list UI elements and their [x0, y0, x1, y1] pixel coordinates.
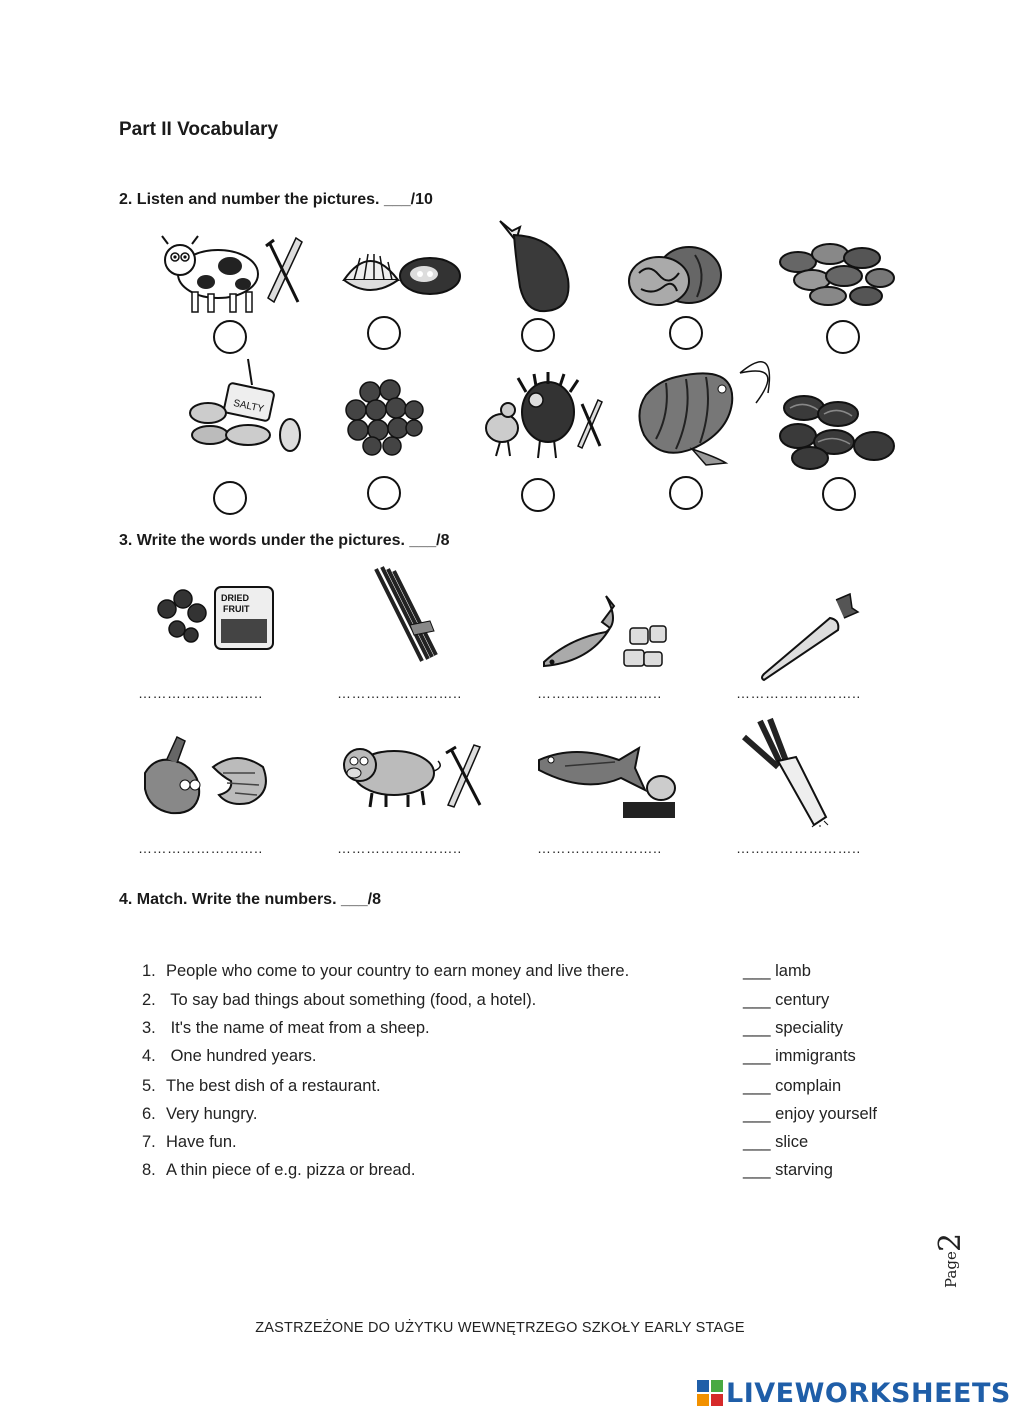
- svg-text:FRUIT: FRUIT: [223, 604, 250, 614]
- match-number: 4.: [142, 1047, 156, 1065]
- match-definition: To say bad things about something (food, a hotel).: [166, 991, 537, 1009]
- liveworksheets-logo-icon: [697, 1380, 723, 1406]
- match-answer[interactable]: ___ speciality: [743, 1019, 843, 1037]
- match-definition: It's the name of meat from a sheep.: [166, 1019, 430, 1037]
- match-answer[interactable]: ___ lamb: [743, 962, 811, 980]
- match-number: 1.: [142, 962, 156, 980]
- answer-circle-1[interactable]: [213, 320, 247, 354]
- tuna-picture: [535, 740, 680, 820]
- match-row: [142, 1077, 902, 1096]
- match-row: [142, 1019, 902, 1038]
- write-blank-6[interactable]: ……………………..: [337, 840, 462, 856]
- blackberry-picture: [342, 376, 426, 456]
- match-answer[interactable]: ___ immigrants: [743, 1047, 856, 1065]
- answer-circle-2[interactable]: [367, 316, 401, 350]
- dried-fruit-picture: [153, 585, 278, 653]
- match-number: 5.: [142, 1077, 156, 1095]
- liveworksheets-brand[interactable]: [697, 1378, 1011, 1408]
- svg-text:SALTY: SALTY: [232, 397, 265, 416]
- match-row: [142, 1105, 902, 1124]
- match-row: [142, 991, 902, 1010]
- match-number: 7.: [142, 1133, 156, 1151]
- match-definition: People who come to your country to earn money and live there.: [166, 962, 630, 980]
- match-row: [142, 1133, 902, 1152]
- turkey-with-cutlery-picture: [482, 372, 607, 462]
- page-number: [933, 1226, 968, 1296]
- svg-text:DRIED: DRIED: [221, 593, 250, 603]
- almonds-picture: [778, 238, 898, 308]
- asparagus-picture: [370, 565, 450, 665]
- match-answer[interactable]: ___ complain: [743, 1077, 842, 1095]
- brand-text: LIVEWORKSHEETS: [726, 1377, 1011, 1409]
- page-label: Page: [942, 1251, 960, 1288]
- answer-circle-9[interactable]: [669, 476, 703, 510]
- answer-circle-7[interactable]: [367, 476, 401, 510]
- eggplant-picture: [490, 217, 575, 312]
- write-blank-2[interactable]: ……………………..: [337, 685, 462, 701]
- write-blank-8[interactable]: ……………………..: [736, 840, 861, 856]
- dates-picture: [778, 392, 900, 472]
- answer-circle-3[interactable]: [521, 318, 555, 352]
- pig-with-cutlery-picture: [340, 737, 488, 812]
- answer-circle-8[interactable]: [521, 478, 555, 512]
- clams-picture: [340, 250, 465, 300]
- exercise-4-title: 4. Match. Write the numbers. ___/8: [119, 891, 382, 908]
- page-number-digit: 2: [933, 1232, 968, 1252]
- match-number: 3.: [142, 1019, 156, 1037]
- match-row: [142, 962, 902, 981]
- write-blank-3[interactable]: ……………………..: [537, 685, 662, 701]
- write-blank-5[interactable]: ……………………..: [138, 840, 263, 856]
- write-blank-1[interactable]: ……………………..: [138, 685, 263, 701]
- match-answer[interactable]: ___ slice: [743, 1133, 809, 1151]
- match-number: 2.: [142, 991, 156, 1009]
- match-number: 6.: [142, 1105, 156, 1123]
- cow-with-cutlery-picture: [158, 226, 308, 316]
- exercise-3-title: 3. Write the words under the pictures. ___/8: [119, 532, 450, 549]
- match-definition: The best dish of a restaurant.: [166, 1077, 381, 1095]
- match-row: [142, 1161, 902, 1180]
- match-answer[interactable]: ___ enjoy yourself: [743, 1105, 877, 1123]
- exercise-2-title: 2. Listen and number the pictures. ___/10: [119, 191, 433, 208]
- answer-circle-6[interactable]: [213, 481, 247, 515]
- answer-circle-4[interactable]: [669, 316, 703, 350]
- match-answer[interactable]: ___ century: [743, 991, 830, 1009]
- match-row: [142, 1047, 902, 1066]
- leek-picture: [740, 717, 835, 827]
- part-title: Part II Vocabulary: [119, 119, 279, 140]
- match-definition: Have fun.: [166, 1133, 237, 1151]
- answer-circle-5[interactable]: [826, 320, 860, 354]
- match-number: 8.: [142, 1161, 156, 1179]
- match-definition: A thin piece of e.g. pizza or bread.: [166, 1161, 416, 1179]
- write-blank-7[interactable]: ……………………..: [537, 840, 662, 856]
- match-definition: Very hungry.: [166, 1105, 258, 1123]
- sardine-picture: [540, 592, 680, 682]
- carrot-picture: [760, 590, 865, 682]
- shrimp-picture: [636, 353, 776, 468]
- salty-peanuts-picture: [186, 355, 306, 455]
- match-definition: One hundred years.: [166, 1047, 317, 1065]
- write-blank-4[interactable]: ……………………..: [736, 685, 861, 701]
- walnuts-picture: [625, 243, 725, 308]
- answer-circle-10[interactable]: [822, 477, 856, 511]
- footer-text: ZASTRZEŻONE DO UŻYTKU WEWNĘTRZEGO SZKOŁY EARLY STAGE: [255, 1320, 745, 1336]
- salmon-picture: [137, 733, 272, 821]
- match-answer[interactable]: ___ starving: [743, 1161, 833, 1179]
